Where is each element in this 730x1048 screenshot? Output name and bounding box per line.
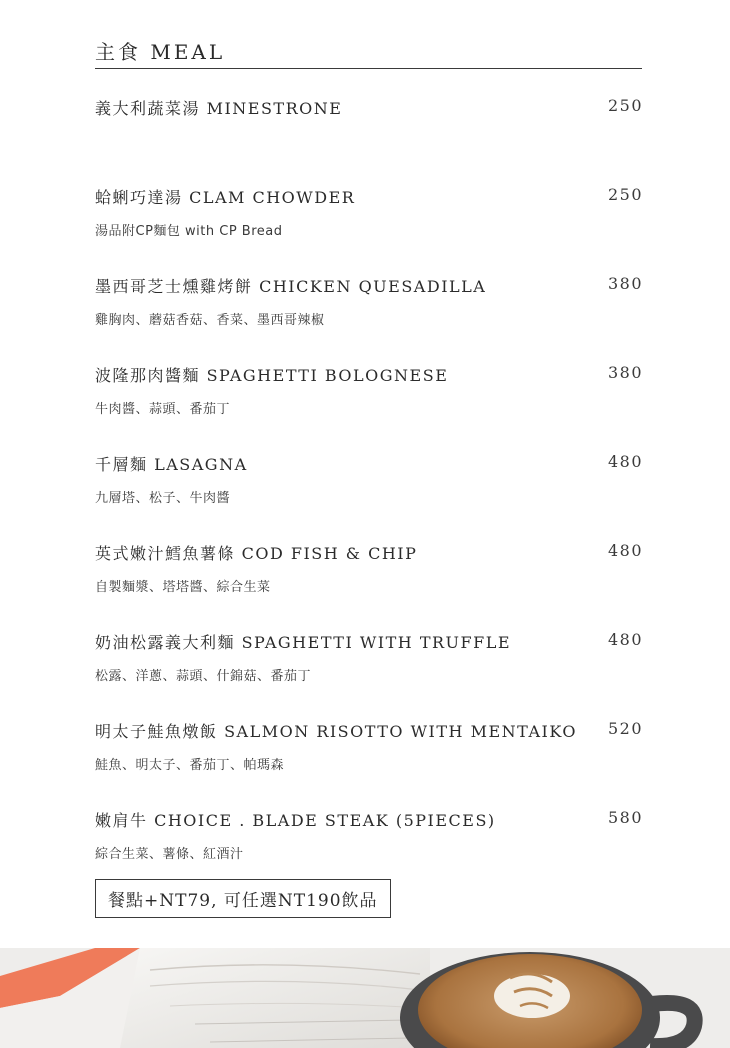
- item-description: 自製麵漿、塔塔醬、綜合生菜: [95, 580, 271, 595]
- item-name: 千層麵 LASAGNA: [95, 455, 248, 474]
- item-name: 英式嫩汁鱈魚薯條 COD FISH & CHIP: [95, 544, 418, 563]
- menu-item-spaghetti-truffle: [95, 630, 643, 719]
- item-price: 380: [607, 274, 643, 293]
- menu-item-spaghetti-bolognese: [95, 363, 643, 452]
- item-price: 380: [607, 363, 643, 382]
- item-name: 義大利蔬菜湯 MINESTRONE: [95, 99, 343, 118]
- menu-item-list: [95, 96, 643, 897]
- item-name: 嫩肩牛 CHOICE . BLADE STEAK (5PIECES): [95, 811, 496, 830]
- item-description: 雞胸肉、蘑菇香菇、香菜、墨西哥辣椒: [95, 313, 325, 328]
- item-name: 墨西哥芝士燻雞烤餅 CHICKEN QUESADILLA: [95, 277, 487, 296]
- item-name: 奶油松露義大利麵 SPAGHETTI WITH TRUFFLE: [95, 633, 512, 652]
- menu-item-clam-chowder: [95, 185, 643, 274]
- item-price: 250: [607, 185, 643, 204]
- item-description: 九層塔、松子、牛肉醬: [95, 491, 231, 506]
- item-price: 480: [607, 452, 643, 471]
- menu-item-chicken-quesadilla: [95, 274, 643, 363]
- item-description: 綜合生菜、薯條、紅酒汁: [95, 847, 244, 862]
- menu-item-minestrone: [95, 96, 643, 185]
- item-price: 480: [607, 541, 643, 560]
- item-name: 明太子鮭魚燉飯 SALMON RISOTTO WITH MENTAIKO: [95, 722, 577, 741]
- item-description: 鮭魚、明太子、番茄丁、帕瑪森: [95, 758, 285, 773]
- set-meal-note: 餐點+NT79, 可任選NT190飲品: [95, 879, 391, 918]
- item-description: 松露、洋蔥、蒜頭、什錦菇、番茄丁: [95, 669, 312, 684]
- menu-item-salmon-risotto: [95, 719, 643, 808]
- item-price: 480: [607, 630, 643, 649]
- item-description: 湯品附CP麵包 with CP Bread: [95, 224, 283, 239]
- item-price: 250: [607, 96, 643, 115]
- menu-section-header: [95, 36, 642, 69]
- item-price: 580: [607, 808, 643, 827]
- latte-art-photo: [0, 948, 730, 1048]
- item-name: 蛤蜊巧達湯 CLAM CHOWDER: [95, 188, 356, 207]
- item-name: 波隆那肉醬麵 SPAGHETTI BOLOGNESE: [95, 366, 449, 385]
- menu-item-lasagna: [95, 452, 643, 541]
- coffee-photo-illustration: [0, 948, 730, 1048]
- item-price: 520: [607, 719, 643, 738]
- section-title: 主食 MEAL: [95, 40, 226, 64]
- item-description: 牛肉醬、蒜頭、番茄丁: [95, 402, 231, 417]
- menu-item-cod-fish-chip: [95, 541, 643, 630]
